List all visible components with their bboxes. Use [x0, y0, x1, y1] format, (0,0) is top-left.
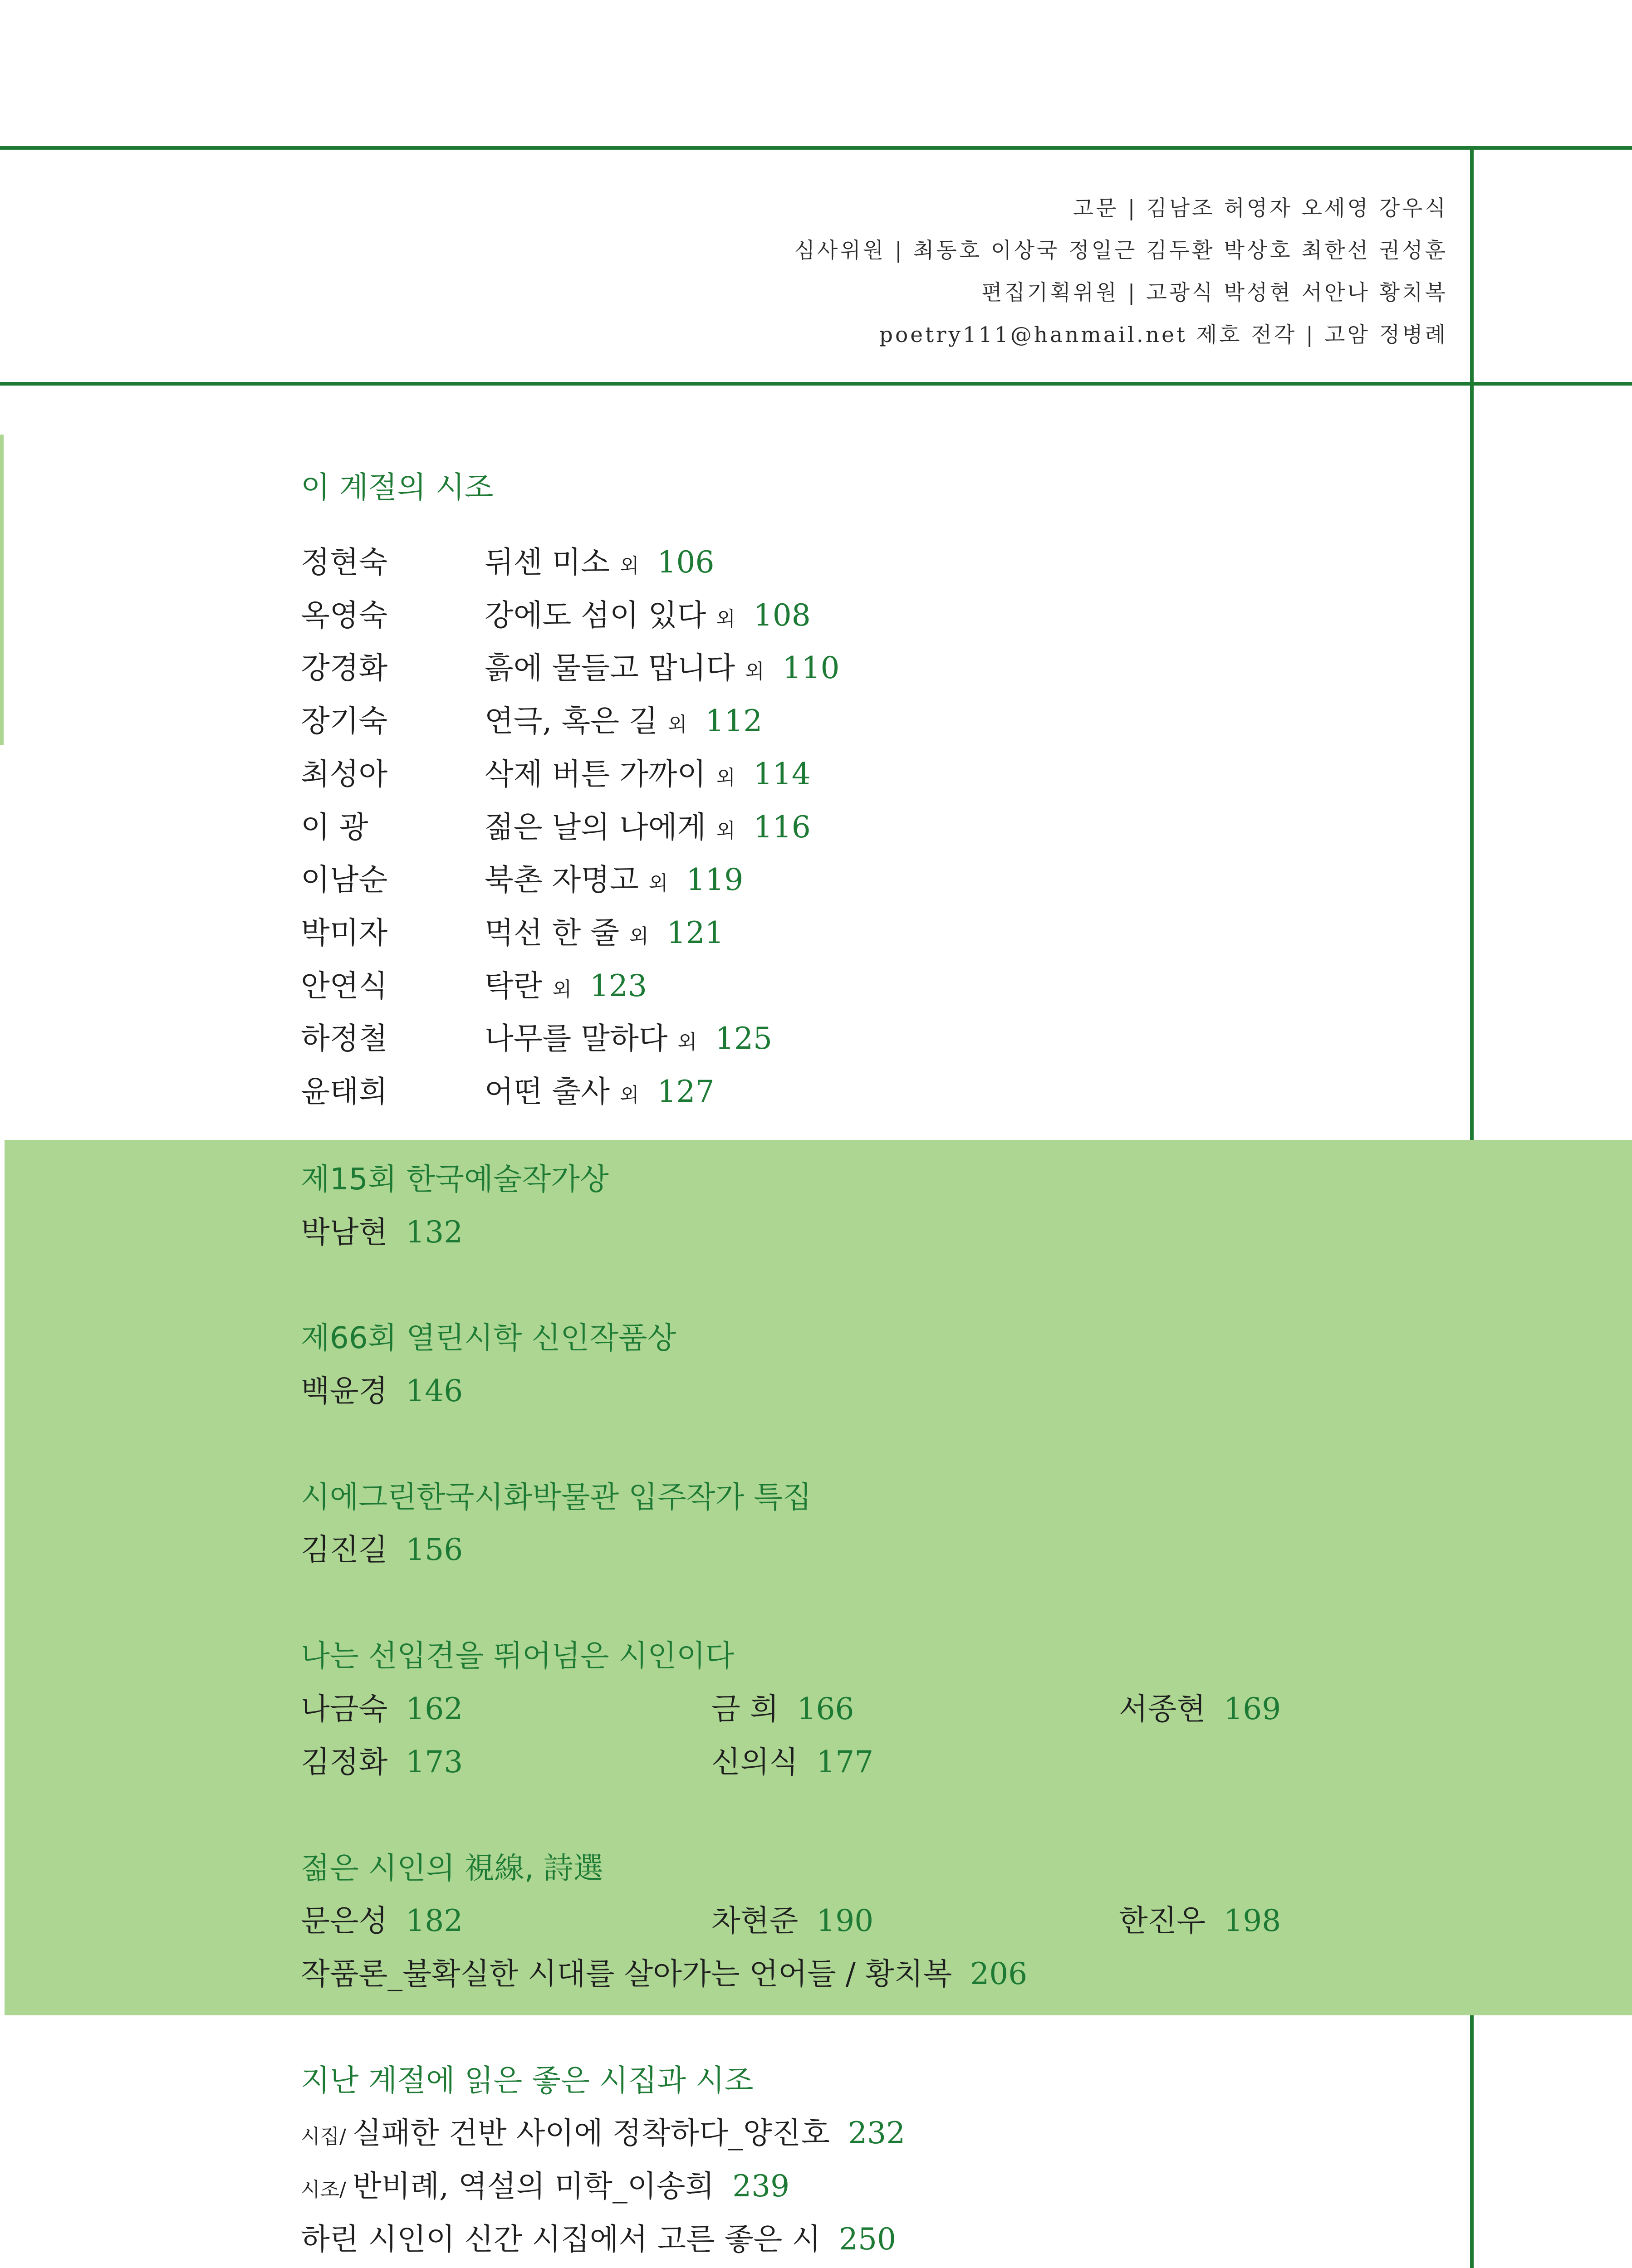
entry-page: 146: [406, 1374, 463, 1408]
feature-band: [5, 1140, 1632, 2015]
credits-contact: poetry111@hanmail.net 제호 전각 | 고암 정병례: [879, 323, 1448, 347]
entry-page: 182: [406, 1903, 463, 1938]
entry-page: 177: [816, 1745, 874, 1779]
section-title-museum: 시에그린한국시화박물관 입주작가 특집: [301, 1480, 812, 1515]
beyond-entry: [1119, 1684, 1281, 1734]
entry-author: 서종현: [1119, 1691, 1206, 1726]
entry-author: 백윤경: [301, 1374, 388, 1408]
item-text: 실패한 건반 사이에 정착하다_: [352, 2116, 743, 2151]
item-page: 250: [838, 2222, 896, 2257]
entry-page: 198: [1224, 1903, 1281, 1938]
sijo-entry: [301, 643, 1390, 693]
sijo-entry: [301, 1067, 1390, 1117]
entry-suffix: 외: [648, 872, 668, 895]
entry-title: 탁란: [485, 968, 543, 1003]
entry-title: 흙에 물들고 맙니다: [485, 650, 735, 685]
entry-author: 문은성: [301, 1903, 388, 1938]
beyond-entry: [301, 1737, 463, 1787]
entry-title-group: [485, 538, 715, 591]
entry-suffix: 외: [677, 1031, 697, 1054]
entry-title-group: [485, 696, 762, 750]
entry-author: 나금숙: [301, 1691, 388, 1726]
section-title-award66: 제66회 열린시학 신인작품상: [301, 1320, 676, 1355]
entry-title: 나무를 말하다: [485, 1021, 668, 1056]
entry-title: 뒤센 미소: [485, 545, 610, 580]
entry-suffix: 외: [552, 978, 572, 1001]
young-entry: [301, 1896, 463, 1946]
essay-title: 작품론_불확실한 시대를 살아가는 언어들 /: [301, 1956, 865, 1991]
entry-author: 옥영숙: [301, 598, 388, 633]
beyond-entry: [301, 1684, 463, 1734]
entry-author: 안연식: [301, 968, 388, 1003]
credits-editors: 편집기획위원 | 고광식 박성현 서안나 황치복: [981, 280, 1448, 305]
young-entry: [711, 1896, 873, 1946]
sijo-entry: [301, 696, 1390, 746]
entry-page: 169: [1224, 1691, 1281, 1726]
entry-page: 106: [657, 545, 715, 580]
entry-author: 박미자: [301, 915, 388, 950]
entry-author: 윤태희: [301, 1074, 388, 1109]
entry-author: 최성아: [301, 757, 388, 792]
entry-title: 어떤 출사: [485, 1074, 610, 1109]
entry-suffix: 외: [745, 660, 765, 683]
entry-title: 연극, 혹은 길: [485, 704, 658, 738]
entry-author: 신의식: [711, 1745, 799, 1779]
entry-suffix: 외: [620, 554, 639, 577]
item-author: 양진호: [743, 2116, 830, 2151]
header-bottom-rule: [0, 382, 1632, 386]
entry-page: 162: [406, 1691, 463, 1726]
entry-page: 108: [753, 598, 811, 633]
award15-entry: [301, 1207, 463, 1257]
entry-author: 박남현: [301, 1215, 388, 1250]
entry-title: 젊은 날의 나에게: [485, 810, 706, 845]
last-season-item: [301, 2161, 789, 2215]
credits-judges: 심사위원 | 최동호 이상국 정일근 김두환 박상호 최한선 권성훈: [794, 238, 1448, 263]
entry-title: 북촌 자명고: [485, 862, 639, 897]
entry-suffix: 외: [667, 713, 687, 736]
entry-title-group: [485, 961, 647, 1015]
entry-author: 하정철: [301, 1021, 388, 1056]
item-author: 이송희: [627, 2169, 715, 2204]
entry-page: 121: [667, 915, 724, 950]
entry-page: 132: [406, 1215, 463, 1250]
entry-page: 127: [657, 1074, 715, 1109]
item-page: 232: [848, 2116, 906, 2151]
entry-suffix: 외: [629, 925, 649, 948]
entry-title: 강에도 섬이 있다: [485, 598, 706, 633]
entry-page: 156: [406, 1532, 463, 1567]
entry-suffix: 외: [620, 1084, 639, 1107]
entry-author: 장기숙: [301, 704, 388, 738]
entry-author: 이 광: [301, 810, 368, 845]
last-season-item: [301, 2214, 896, 2264]
sijo-entry: [301, 749, 1390, 799]
entry-page: 125: [715, 1021, 773, 1056]
entry-author: 김정화: [301, 1745, 388, 1779]
entry-title-group: [485, 643, 840, 697]
entry-page: 190: [816, 1903, 874, 1938]
young-entry: [1119, 1896, 1281, 1946]
entry-title-group: [485, 855, 743, 909]
credits-block: [794, 187, 1448, 356]
section-title-last-season: 지난 계절에 읽은 좋은 시집과 시조: [301, 2063, 754, 2098]
entry-title-group: [485, 1014, 772, 1067]
section-title-season-sijo: 이 계절의 시조: [301, 470, 494, 505]
entry-page: 110: [782, 650, 840, 685]
entry-suffix: 외: [716, 607, 735, 631]
top-rule: [0, 146, 1632, 150]
sijo-entry: [301, 961, 1390, 1011]
entry-page: 114: [753, 757, 811, 792]
item-text: 반비례, 역설의 미학_: [352, 2169, 627, 2204]
entry-page: 173: [406, 1745, 463, 1779]
beyond-entry: [711, 1737, 873, 1787]
entry-suffix: 외: [716, 766, 735, 789]
entry-page: 116: [753, 810, 811, 845]
sijo-entry: [301, 855, 1390, 905]
item-prefix: 시조/: [301, 2178, 353, 2201]
item-prefix: 시집/: [301, 2125, 353, 2148]
entry-page: 166: [797, 1691, 854, 1726]
sijo-entry: [301, 802, 1390, 852]
beyond-entry: [711, 1684, 854, 1734]
sijo-entry: [301, 908, 1390, 958]
section-title-beyond: 나는 선입견을 뛰어넘은 시인이다: [301, 1638, 735, 1673]
entry-page: 123: [590, 968, 647, 1003]
essay-author: 황치복: [865, 1956, 952, 1991]
section-title-award15: 제15회 한국예술작가상: [301, 1162, 609, 1197]
last-season-item: [301, 2108, 905, 2162]
entry-page: 119: [686, 862, 744, 897]
section-title-young-poets: 젊은 시인의 視線, 詩選: [301, 1851, 603, 1886]
sijo-entry: [301, 538, 1390, 587]
credits-advisors: 고문 | 김남조 허영자 오세영 강우식: [1073, 196, 1448, 221]
entry-title-group: [485, 908, 724, 962]
sijo-entry: [301, 591, 1390, 640]
award66-entry: [301, 1366, 463, 1416]
entry-author: 차현준: [711, 1903, 799, 1938]
entry-title-group: [485, 591, 811, 644]
entry-title-group: [485, 749, 811, 803]
left-accent-bar: [0, 435, 4, 745]
entry-suffix: 외: [716, 819, 735, 842]
item-page: 239: [732, 2169, 790, 2204]
entry-title-group: [485, 802, 811, 856]
entry-author: 이남순: [301, 862, 388, 897]
entry-author: 강경화: [301, 650, 388, 685]
museum-entry: [301, 1525, 463, 1575]
entry-title-group: [485, 1067, 715, 1120]
item-text: 하린 시인이 신간 시집에서 고른 좋은 시: [301, 2222, 821, 2257]
entry-page: 112: [705, 704, 763, 738]
entry-author: 한진우: [1119, 1903, 1206, 1938]
entry-author: 김진길: [301, 1532, 388, 1567]
entry-title: 삭제 버튼 가까이: [485, 757, 706, 792]
entry-author: 금 희: [711, 1691, 779, 1726]
essay-entry: [301, 1949, 1027, 1999]
essay-page: 206: [970, 1956, 1028, 1991]
entry-author: 정현숙: [301, 545, 388, 580]
sijo-entry: [301, 1014, 1390, 1064]
entry-title: 먹선 한 줄: [485, 915, 619, 950]
